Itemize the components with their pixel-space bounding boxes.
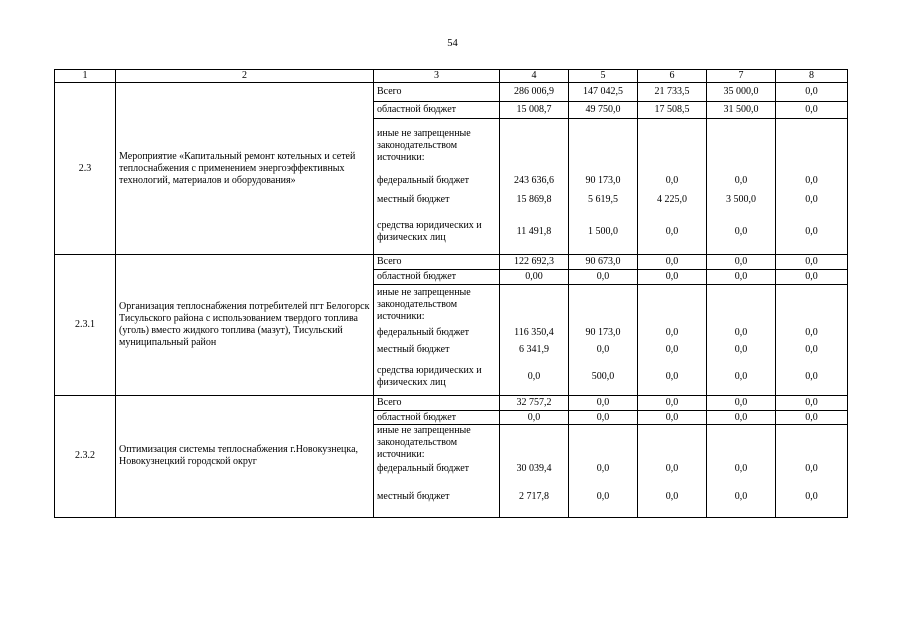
amount-cell: 35 000,0 (707, 83, 776, 102)
funding-source-cell: средства юридических и физических лиц (374, 359, 500, 396)
amount-cell (500, 119, 569, 173)
amount-cell: 0,0 (500, 411, 569, 425)
amount-cell: 0,0 (569, 270, 638, 285)
column-header: 2 (116, 70, 374, 83)
amount-cell (569, 285, 638, 325)
amount-cell (776, 119, 848, 173)
amount-cell: 0,0 (569, 342, 638, 359)
item-name-cell: Мероприятие «Капитальный ремонт котельных и сетей теплоснабжения с применением энергоэффективных технологий, материалов и оборудования» (116, 83, 374, 255)
item-number-cell: 2.3 (55, 83, 116, 255)
column-header: 7 (707, 70, 776, 83)
funding-source-cell: местный бюджет (374, 342, 500, 359)
amount-cell: 0,0 (776, 359, 848, 396)
amount-cell: 0,0 (707, 411, 776, 425)
column-header: 6 (638, 70, 707, 83)
amount-cell: 0,0 (707, 255, 776, 270)
item-name-cell: Оптимизация системы теплоснабжения г.Новокузнецка, Новокузнецкий городской округ (116, 396, 374, 518)
amount-cell: 0,0 (569, 396, 638, 411)
amount-cell: 15 008,7 (500, 102, 569, 119)
amount-cell: 0,0 (707, 210, 776, 255)
funding-source-cell: местный бюджет (374, 477, 500, 517)
funding-source-cell: Всего (374, 83, 500, 102)
amount-cell: 0,0 (638, 411, 707, 425)
amount-cell: 90 673,0 (569, 255, 638, 270)
amount-cell: 30 039,4 (500, 461, 569, 477)
amount-cell: 0,0 (707, 477, 776, 517)
amount-cell: 0,0 (638, 359, 707, 396)
amount-cell: 147 042,5 (569, 83, 638, 102)
amount-cell: 0,0 (569, 411, 638, 425)
funding-source-cell: областной бюджет (374, 411, 500, 425)
amount-cell: 116 350,4 (500, 325, 569, 342)
amount-cell: 0,0 (638, 255, 707, 270)
amount-cell (569, 119, 638, 173)
table-row (55, 83, 848, 102)
amount-cell: 0,0 (500, 359, 569, 396)
amount-cell: 4 225,0 (638, 190, 707, 210)
amount-cell (569, 425, 638, 462)
amount-cell: 0,0 (776, 461, 848, 477)
amount-cell (638, 425, 707, 462)
amount-cell: 0,0 (776, 173, 848, 190)
column-header: 3 (374, 70, 500, 83)
funding-source-cell: иные не запрещенные законодательством источники: (374, 119, 500, 173)
funding-source-cell: иные не запрещенные законодательством источники: (374, 285, 500, 325)
amount-cell (776, 425, 848, 462)
amount-cell: 0,0 (776, 270, 848, 285)
amount-cell (500, 285, 569, 325)
funding-source-cell: иные не запрещенные законодательством источники: (374, 425, 500, 462)
amount-cell: 2 717,8 (500, 477, 569, 517)
funding-source-cell: Всего (374, 396, 500, 411)
amount-cell: 0,0 (638, 461, 707, 477)
amount-cell: 3 500,0 (707, 190, 776, 210)
amount-cell: 0,0 (776, 396, 848, 411)
amount-cell: 31 500,0 (707, 102, 776, 119)
amount-cell: 0,0 (638, 342, 707, 359)
amount-cell: 1 500,0 (569, 210, 638, 255)
funding-source-cell: средства юридических и физических лиц (374, 210, 500, 255)
amount-cell: 21 733,5 (638, 83, 707, 102)
budget-table (54, 69, 848, 518)
item-number-cell: 2.3.2 (55, 396, 116, 518)
funding-source-cell: федеральный бюджет (374, 461, 500, 477)
amount-cell: 0,0 (638, 173, 707, 190)
amount-cell: 0,0 (776, 342, 848, 359)
column-header: 1 (55, 70, 116, 83)
amount-cell: 0,0 (707, 461, 776, 477)
funding-source-cell: местный бюджет (374, 190, 500, 210)
amount-cell: 0,0 (638, 325, 707, 342)
column-header: 5 (569, 70, 638, 83)
amount-cell: 0,0 (638, 210, 707, 255)
amount-cell: 0,0 (776, 210, 848, 255)
amount-cell (638, 119, 707, 173)
amount-cell: 0,0 (776, 411, 848, 425)
funding-source-cell: федеральный бюджет (374, 173, 500, 190)
amount-cell (500, 425, 569, 462)
amount-cell: 90 173,0 (569, 173, 638, 190)
amount-cell: 0,0 (776, 477, 848, 517)
amount-cell: 6 341,9 (500, 342, 569, 359)
column-header: 8 (776, 70, 848, 83)
amount-cell: 17 508,5 (638, 102, 707, 119)
funding-source-cell: Всего (374, 255, 500, 270)
amount-cell (776, 285, 848, 325)
table-body (55, 70, 848, 518)
table-row (55, 255, 848, 270)
amount-cell (707, 285, 776, 325)
column-header: 4 (500, 70, 569, 83)
table-row (55, 396, 848, 411)
amount-cell: 0,0 (638, 396, 707, 411)
amount-cell (707, 425, 776, 462)
amount-cell: 49 750,0 (569, 102, 638, 119)
amount-cell: 5 619,5 (569, 190, 638, 210)
amount-cell: 0,0 (776, 190, 848, 210)
amount-cell: 90 173,0 (569, 325, 638, 342)
amount-cell: 0,0 (707, 359, 776, 396)
page-number: 54 (447, 38, 458, 49)
item-number-cell: 2.3.1 (55, 255, 116, 396)
amount-cell: 0,0 (707, 173, 776, 190)
amount-cell: 0,00 (500, 270, 569, 285)
amount-cell: 0,0 (707, 270, 776, 285)
funding-source-cell: федеральный бюджет (374, 325, 500, 342)
amount-cell: 0,0 (776, 325, 848, 342)
funding-source-cell: областной бюджет (374, 270, 500, 285)
header-row (55, 70, 848, 83)
amount-cell: 15 869,8 (500, 190, 569, 210)
amount-cell: 500,0 (569, 359, 638, 396)
amount-cell (638, 285, 707, 325)
amount-cell: 0,0 (638, 477, 707, 517)
amount-cell: 0,0 (776, 102, 848, 119)
funding-source-cell: областной бюджет (374, 102, 500, 119)
amount-cell: 0,0 (776, 83, 848, 102)
amount-cell: 0,0 (707, 325, 776, 342)
amount-cell: 0,0 (707, 396, 776, 411)
amount-cell: 0,0 (776, 255, 848, 270)
amount-cell: 286 006,9 (500, 83, 569, 102)
amount-cell: 0,0 (638, 270, 707, 285)
amount-cell (707, 119, 776, 173)
item-name-cell: Организация теплоснабжения потребителей пгт Белогорск Тисульского района с использованием твердого топлива (уголь) вместо жидкого топлива (мазут), Тисульский муниципальный район (116, 255, 374, 396)
amount-cell: 0,0 (707, 342, 776, 359)
amount-cell: 243 636,6 (500, 173, 569, 190)
amount-cell: 0,0 (569, 477, 638, 517)
amount-cell: 32 757,2 (500, 396, 569, 411)
amount-cell: 0,0 (569, 461, 638, 477)
amount-cell: 11 491,8 (500, 210, 569, 255)
amount-cell: 122 692,3 (500, 255, 569, 270)
